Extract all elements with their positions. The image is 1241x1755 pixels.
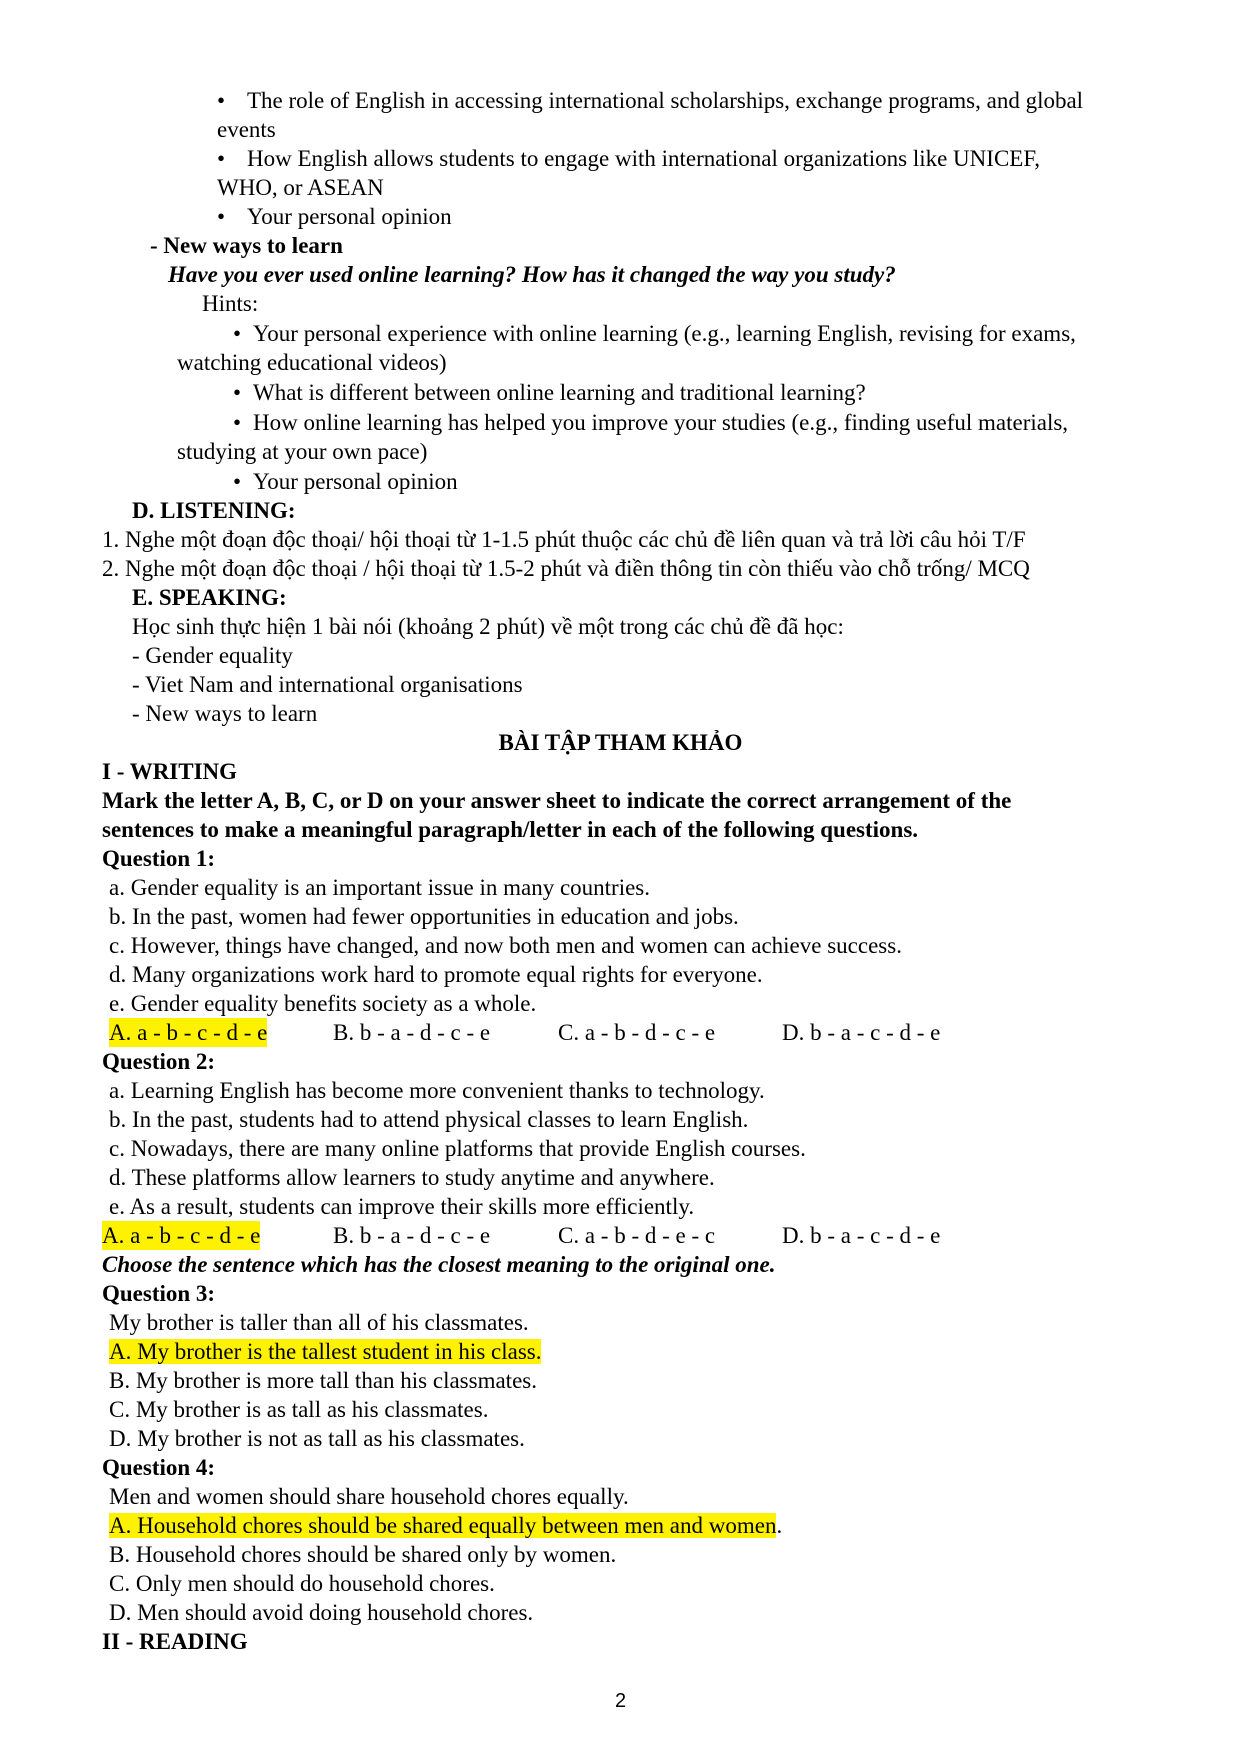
bullet-icon: • [233,410,242,435]
page-number: 2 [614,1690,627,1712]
bullet-item: • The role of English in accessing international scholarships, exchange programs, and global [217,88,1084,113]
bullet-item: • How English allows students to engage with international organizations like UNICEF, [217,146,1041,171]
speaking-topic: - Gender equality [132,643,293,668]
bullet-continuation: WHO, or ASEAN [217,175,384,200]
listening-heading: D. LISTENING: [132,498,296,523]
answer-option: B. b - a - d - c - e [333,1223,491,1248]
hint-item: • What is different between online learning and traditional learning? [233,380,866,405]
answer-option: D. Men should avoid doing household chores. [109,1600,534,1625]
listening-item: 1. Nghe một đoạn độc thoại/ hội thoại từ 1-1.5 phút thuộc các chủ đề liên quan và trả lời câu hỏi T/F [102,527,1026,552]
question-stem: Men and women should share household chores equally. [109,1484,629,1509]
speaking-topic: - New ways to learn [132,701,318,726]
answer-option: C. a - b - d - e - c [558,1223,716,1248]
bullet-continuation: events [217,117,276,142]
answer-option: B. Household chores should be shared only by women. [109,1542,617,1567]
question-label: Question 3: [102,1281,216,1306]
bullet-icon: • [217,146,226,171]
sentence-line: c. Nowadays, there are many online platforms that provide English courses. [109,1136,806,1161]
answer-option: B. b - a - d - c - e [333,1020,491,1045]
sentence-line: d. These platforms allow learners to study anytime and anywhere. [109,1165,715,1190]
sentence-line: b. In the past, women had fewer opportunities in education and jobs. [109,904,739,929]
answer-option-correct: A. Household chores should be shared equally between men and women. [109,1513,783,1538]
hint-continuation: watching educational videos) [177,350,447,375]
answer-option: D. b - a - c - d - e [782,1020,941,1045]
section-heading: - New ways to learn [150,233,343,258]
sentence-line: a. Learning English has become more convenient thanks to technology. [109,1078,765,1103]
sentence-line: c. However, things have changed, and now both men and women can achieve success. [109,933,902,958]
speaking-intro: Học sinh thực hiện 1 bài nói (khoảng 2 phút) về một trong các chủ đề đã học: [132,614,844,639]
writing-instruction: Mark the letter A, B, C, or D on your answer sheet to indicate the correct arrangement of the [102,788,1012,813]
writing-instruction: sentences to make a meaningful paragraph/letter in each of the following questions. [102,817,919,842]
writing-heading: I - WRITING [102,759,238,784]
answer-option: C. Only men should do household chores. [109,1571,495,1596]
question-label: Question 2: [102,1049,216,1074]
answer-option: B. My brother is more tall than his classmates. [109,1368,537,1393]
answer-option-correct: A. a - b - c - d - e [102,1223,261,1248]
answer-option-correct: A. a - b - c - d - e [109,1020,268,1045]
answer-option: C. a - b - d - c - e [558,1020,716,1045]
bullet-icon: • [217,204,226,229]
sentence-line: a. Gender equality is an important issue in many countries. [109,875,651,900]
sentence-line: b. In the past, students had to attend physical classes to learn English. [109,1107,749,1132]
hint-item: • Your personal opinion [233,469,458,494]
answer-option: C. My brother is as tall as his classmates. [109,1397,489,1422]
bullet-item: • Your personal opinion [217,204,452,229]
answer-option: D. b - a - c - d - e [782,1223,941,1248]
speaking-topic: - Viet Nam and international organisations [132,672,523,697]
answer-option: D. My brother is not as tall as his classmates. [109,1426,525,1451]
hints-label: Hints: [202,291,259,316]
hint-continuation: studying at your own pace) [177,439,428,464]
speaking-heading: E. SPEAKING: [132,585,287,610]
question-label: Question 1: [102,846,216,871]
writing-instruction: Choose the sentence which has the closest meaning to the original one. [102,1252,776,1277]
bullet-icon: • [217,88,226,113]
bullet-icon: • [233,469,242,494]
listening-item: 2. Nghe một đoạn độc thoại / hội thoại từ 1.5-2 phút và điền thông tin còn thiếu vào chỗ trống/ MCQ [102,556,1030,581]
sentence-line: d. Many organizations work hard to promote equal rights for everyone. [109,962,763,987]
reading-heading: II - READING [102,1629,248,1654]
sentence-line: e. As a result, students can improve their skills more efficiently. [109,1194,695,1219]
exercises-title: BÀI TẬP THAM KHẢO [498,730,743,755]
bullet-icon: • [233,380,242,405]
bullet-icon: • [233,321,242,346]
speaking-question: Have you ever used online learning? How has it changed the way you study? [168,262,896,287]
hint-item: • How online learning has helped you improve your studies (e.g., finding useful materials, [233,410,1069,435]
question-stem: My brother is taller than all of his classmates. [109,1310,529,1335]
hint-item: • Your personal experience with online learning (e.g., learning English, revising for exams, [233,321,1076,346]
answer-option-correct: A. My brother is the tallest student in his class. [109,1339,542,1364]
question-label: Question 4: [102,1455,216,1480]
sentence-line: e. Gender equality benefits society as a whole. [109,991,537,1016]
